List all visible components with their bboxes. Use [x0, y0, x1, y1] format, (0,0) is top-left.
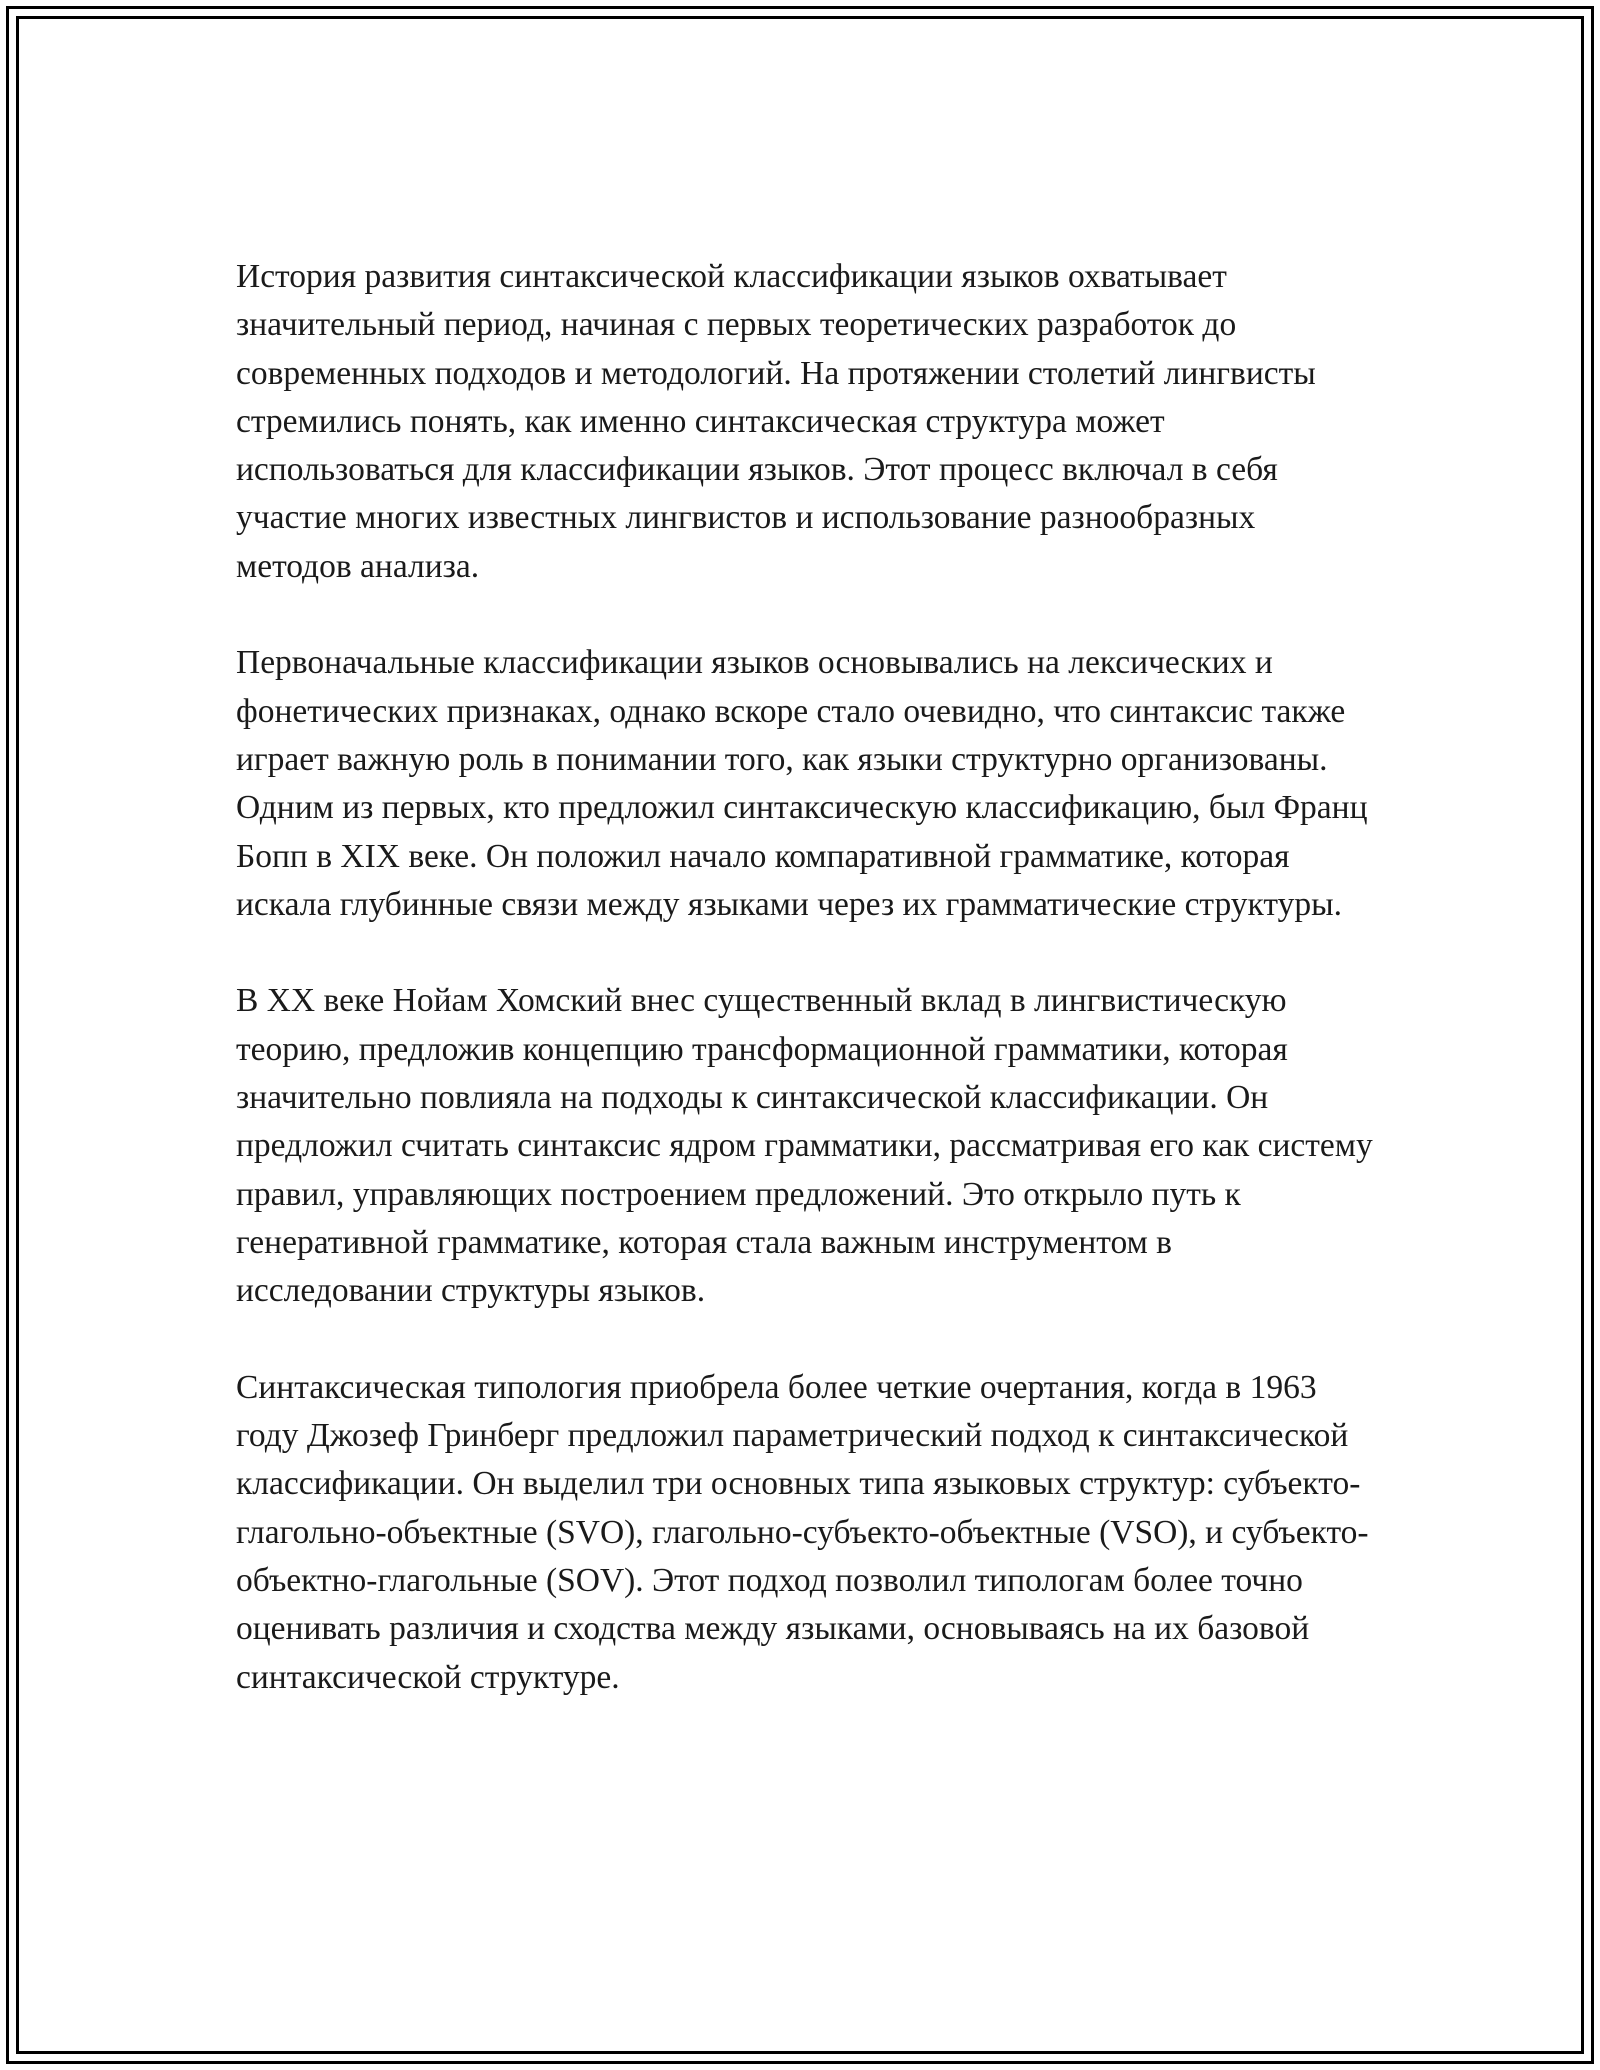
paragraph-3: В XX веке Нойам Хомский внес существенный вклад в лингвистическую теорию, предложив концепцию трансформационной грамматики, которая значительно повлияла на подходы к синтаксической классификации. Он предложил считать синтаксис ядром грамматики, рассматривая его как систему правил, управляющих построением предложений. Это открыло путь к генеративной грамматике, которая стала важным инструментом в исследовании структуры языков.	[236, 982, 1373, 1310]
document-body	[236, 253, 1376, 1702]
paragraph-1: История развития синтаксической классификации языков охватывает значительный период, начиная с первых теоретических разработок до современных подходов и методологий. На протяжении столетий лингвисты стремились понять, как именно синтаксическая структура может использоваться для классификации языков. Этот процесс включал в себя участие многих известных лингвистов и использование разнообразных методов анализа.	[236, 258, 1316, 585]
paragraph-4: Синтаксическая типология приобрела более четкие очертания, когда в 1963 году Джозеф Гринберг предложил параметрический подход к синтаксической классификации. Он выделил три основных типа языковых структур: субъекто-глагольно-объектные (SVO), глагольно-субъекто-объектные (VSO), и субъекто-объектно-глагольные (SOV). Этот подход позволил типологам более точно оценивать различия и сходства между языками, основываясь на их базовой синтаксической структуре.	[236, 1368, 1369, 1696]
paragraph-2: Первоначальные классификации языков основывались на лексических и фонетических признаках, однако вскоре стало очевидно, что синтаксис также играет важную роль в понимании того, как языки структурно организованы. Одним из первых, кто предложил синтаксическую классификацию, был Франц Бопп в XIX веке. Он положил начало компаративной грамматике, которая искала глубинные связи между языками через их грамматические структуры.	[236, 644, 1368, 923]
